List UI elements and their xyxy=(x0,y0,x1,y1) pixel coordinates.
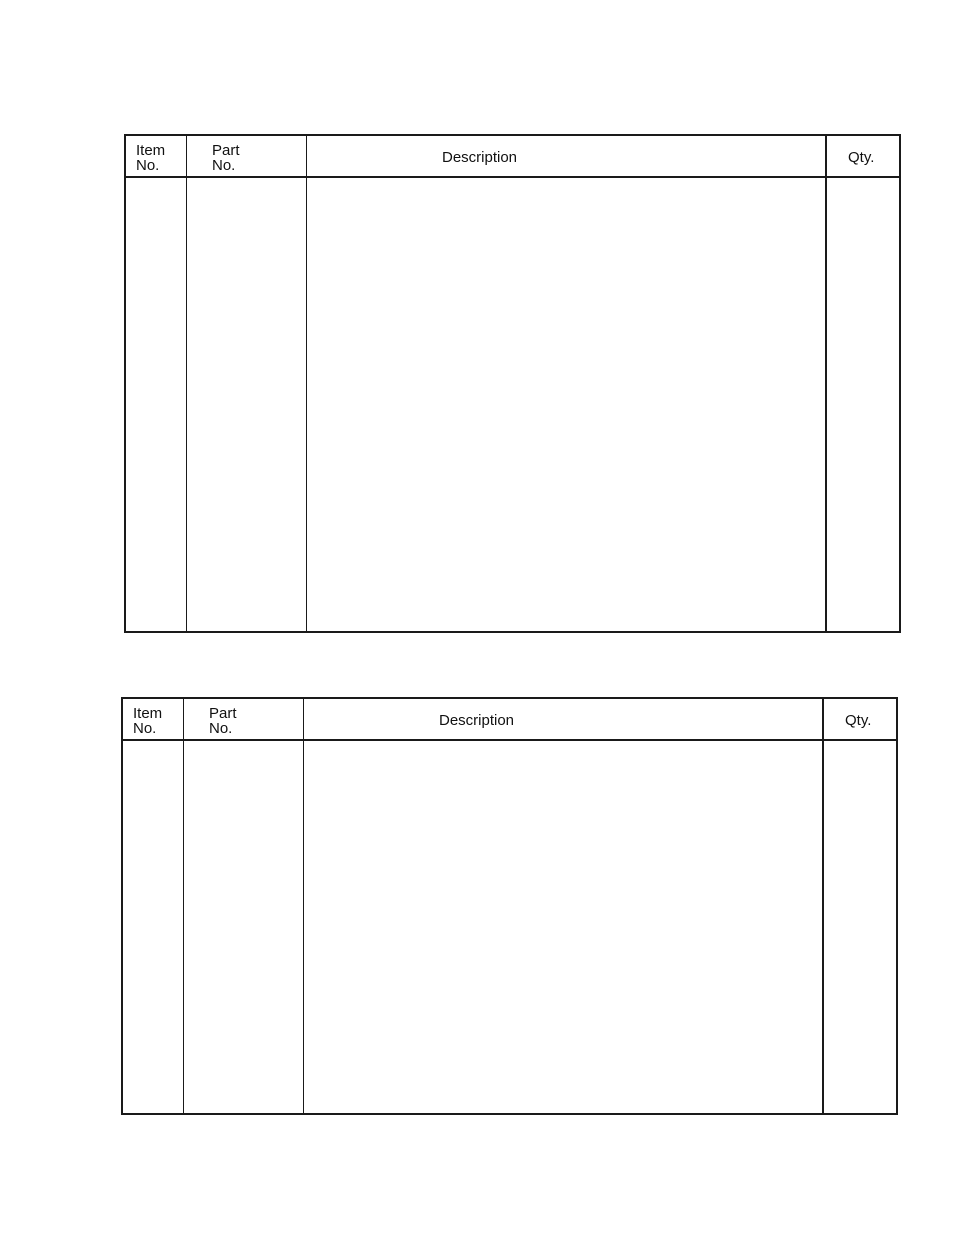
header-text: Item xyxy=(136,142,166,159)
column-header-item-no xyxy=(133,706,162,736)
header-text: Item xyxy=(133,705,163,722)
parts-table-1 xyxy=(124,134,901,633)
header-text: Part xyxy=(209,705,237,722)
column-header-item-no xyxy=(136,143,165,173)
table-header-row xyxy=(123,699,896,741)
column-header-description: Description xyxy=(439,712,515,729)
column-header-description: Description xyxy=(442,149,518,166)
column-divider xyxy=(186,136,187,631)
column-header-qty: Qty. xyxy=(848,149,875,166)
column-divider xyxy=(825,136,827,631)
column-header-part-no xyxy=(212,143,240,173)
column-divider xyxy=(822,699,824,1113)
header-text: No. xyxy=(209,720,233,737)
column-divider xyxy=(183,699,184,1113)
column-header-qty: Qty. xyxy=(845,712,872,729)
column-header-part-no xyxy=(209,706,237,736)
header-text: Part xyxy=(212,142,240,159)
header-text: No. xyxy=(212,157,236,174)
header-text: No. xyxy=(136,157,160,174)
parts-table-2 xyxy=(121,697,898,1115)
header-text: No. xyxy=(133,720,157,737)
column-divider xyxy=(303,699,304,1113)
column-divider xyxy=(306,136,307,631)
table-header-row xyxy=(126,136,899,178)
